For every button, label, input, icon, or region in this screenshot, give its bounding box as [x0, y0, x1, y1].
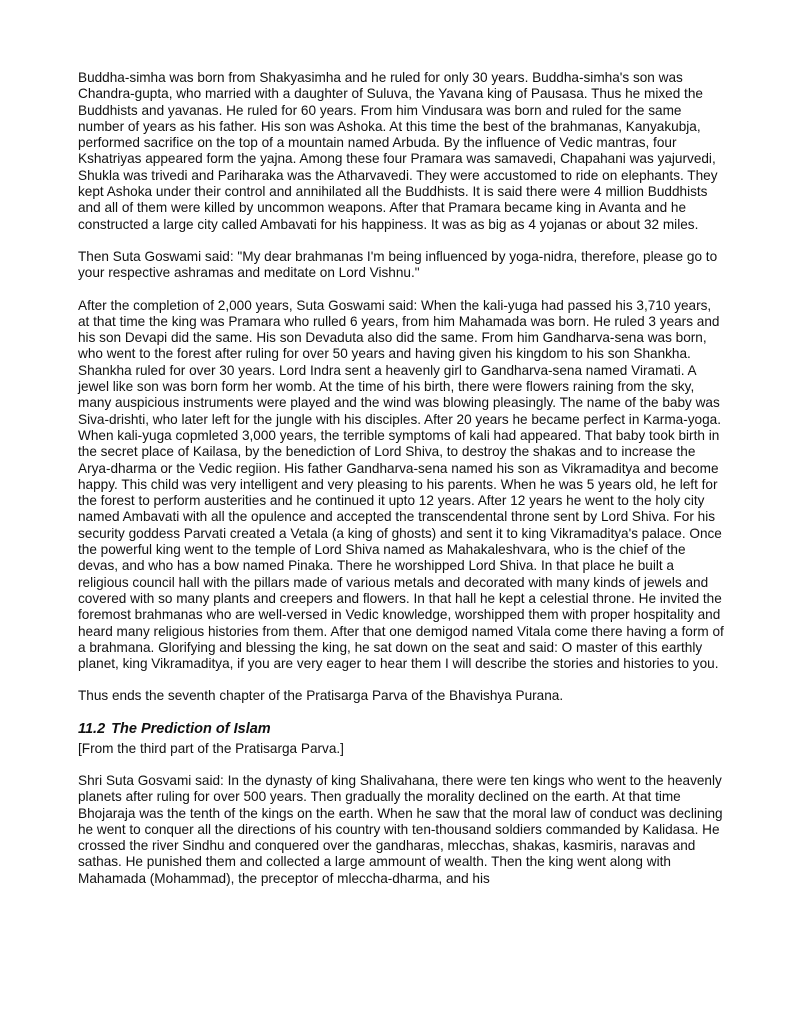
section-title: The Prediction of Islam [111, 720, 271, 737]
paragraph-vikramaditya: After the completion of 2,000 years, Suta Goswami said: When the kali-yuga had passed his 3,710 years, at that time the king was Pramara who rulled 6 years, from him Mahamada was born. He ruled 3 years and his son Devapi did the same. His son Devaduta also did the same. From him Gandharva-sena was born, who went to the forest after ruling for over 50 years and having given his kingdom to his son Shankha. Shankha ruled for over 30 years. Lord Indra sent a heavenly girl to Gandharva-sena named Viramati. A jewel like son was born form her womb. At the time of his birth, there were flowers raining from the sky, many auspicious instruments were played and the wind was blowing pleasingly. The name of the baby was Siva-drishti, who later left for the jungle with his disciples. After 20 years he became perfect in Karma-yoga. When kali-yuga copmleted 3,000 years, the terrible symptoms of kali had appeared. That baby took birth in the secret place of Kailasa, by the benediction of Lord Shiva, to destroy the shakas and to increase the Arya-dharma or the Vedic regiion. His father Gandharva-sena named his son as Vikramaditya and become happy. This child was very intelligent and very pleasing to his parents. When he was 5 years old, he left for the forest to perform austerities and he continued it upto 12 years. After 12 years he went to the holy city named Ambavati with all the opulence and accepted the transcendental throne sent by Lord Shiva. For his security goddess Parvati created a Vetala (a king of ghosts) and sent it to king Vikramaditya's palace. Once the powerful king went to the temple of Lord Shiva named as Mahakaleshvara, who is the chief of the devas, and who has a bow named Pinaka. There he worshipped Lord Shiva. In that place he built a religious council hall with the pillars made of various metals and decorated with many kinds of jewels and covered with so many plants and creepers and flowers. In that hall he kept a celestial throne. He invited the foremost brahmanas who are well-versed in Vedic knowledge, worshipped them with proper hospitality and heard many religious histories from them. After that one demigod named Vitala come there having a form of a brahmana. Glorifying and blessing the king, he sat down on the seat and said: O master of this earthly planet, king Vikramaditya, if you are very eager to hear them I will describe the stories and histories to you. [78, 297, 724, 672]
paragraph-shalivahana: Shri Suta Gosvami said: In the dynasty of king Shalivahana, there were ten kings who went to the heavenly planets after ruling for over 500 years. Then gradually the morality declined on the earth. At that time Bhojaraja was the tenth of the kings on the earth. When he saw that the moral law of conduct was declining he went to conquer all the directions of his country with ten-thousand soldiers commanded by Kalidasa. He crossed the river Sindhu and conquered over the gandharas, mlecchas, shakas, kasmiris, naravas and sathas. He punished them and collected a large ammount of wealth. Then the king went along with Mahamada (Mohammad), the preceptor of mleccha-dharma, and his [78, 772, 723, 886]
document-page [78, 70, 726, 903]
section-subtitle: [From the third part of the Pratisarga Parva.] [78, 740, 344, 756]
section-heading [78, 721, 726, 738]
paragraph-chapter-end: Thus ends the seventh chapter of the Pratisarga Parva of the Bhavishya Purana. [78, 688, 564, 704]
section-number: 11.2 [78, 720, 106, 737]
paragraph-suta-goswami-speech: Then Suta Goswami said: "My dear brahmanas I'm being influenced by yoga-nidra, therefore, please go to your respective ashramas and meditate on Lord Vishnu." [78, 248, 718, 281]
paragraph-buddha-simha: Buddha-simha was born from Shakyasimha and he ruled for only 30 years. Buddha-simha's son was Chandra-gupta, who married with a daughter of Suluva, the Yavana king of Pausasa. Thus he mixed the Buddhists and yavanas. He ruled for 60 years. From him Vindusara was born and ruled for the same number of years as his father. His son was Ashoka. At this time the best of the brahmanas, Kanyakubja, performed sacrifice on the top of a mountain named Arbuda. By the influence of Vedic mantras, four Kshatriyas appeared form the yajna. Among these four Pramara was samavedi, Chapahani was yajurvedi, Shukla was trivedi and Pariharaka was the Atharvavedi. They were accustomed to ride on elephants. They kept Ashoka under their control and annihilated all the Buddhists. It is said there were 4 million Buddhists and all of them were killed by uncommon weapons. After that Pramara became king in Avanta and he constructed a large city called Ambavati for his happiness. It was as big as 4 yojanas or about 32 miles. [78, 70, 718, 232]
